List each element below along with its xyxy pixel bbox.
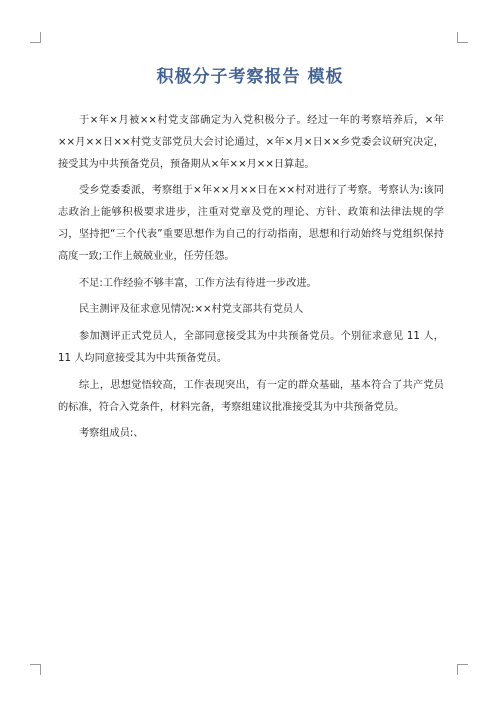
paragraph-review-result: 参加测评正式党员人，全部同意接受其为中共预备党员。个别征求意见 11 人，11 人均同意接受其为中共预备党员。 bbox=[58, 331, 444, 364]
paragraph-conclusion: 综上，思想觉悟较高，工作表现突出，有一定的群众基础，基本符合了共产党员的标准，符合入党条件，材料完备，考察组建议批准接受其为中共预备党员。 bbox=[58, 379, 444, 413]
crop-mark-top-right bbox=[457, 32, 468, 43]
crop-mark-bottom-left bbox=[30, 664, 41, 675]
paragraph-committee-members: 考察组成员:、 bbox=[79, 428, 144, 440]
paragraph-shortcomings: 不足:工作经验不够丰富，工作方法有待进一步改进。 bbox=[79, 277, 317, 289]
paragraph-appointment: 于×年×月被××村党支部确定为入党积极分子。经过一年的考察培养后，×年××月××日××村党支部党员大会讨论通过，×年×月×日××乡党委会议研究决定，接受其为中共预备党员，预备期从×年××月××日算起。 bbox=[58, 115, 444, 170]
crop-mark-bottom-right bbox=[457, 664, 468, 675]
document-body bbox=[58, 110, 444, 450]
paragraph-democratic-review: 民主测评及征求意见情况:××村党支部共有党员人 bbox=[79, 304, 304, 316]
paragraph-evaluation: 受乡党委委派，考察组于×年××月××日在××村对进行了考察。考察认为:该同志政治上能够积极要求进步，注重对党章及党的理论、方针、政策和法律法规的学习，坚持把“三个代表”重要思想作为自己的行动指南，思想和行动始终与党组织保持高度一致;工作上兢兢业业，任劳任怨。 bbox=[58, 185, 444, 262]
crop-mark-top-left bbox=[30, 32, 41, 43]
document-title: 积极分子考察报告 模板 bbox=[156, 67, 344, 87]
